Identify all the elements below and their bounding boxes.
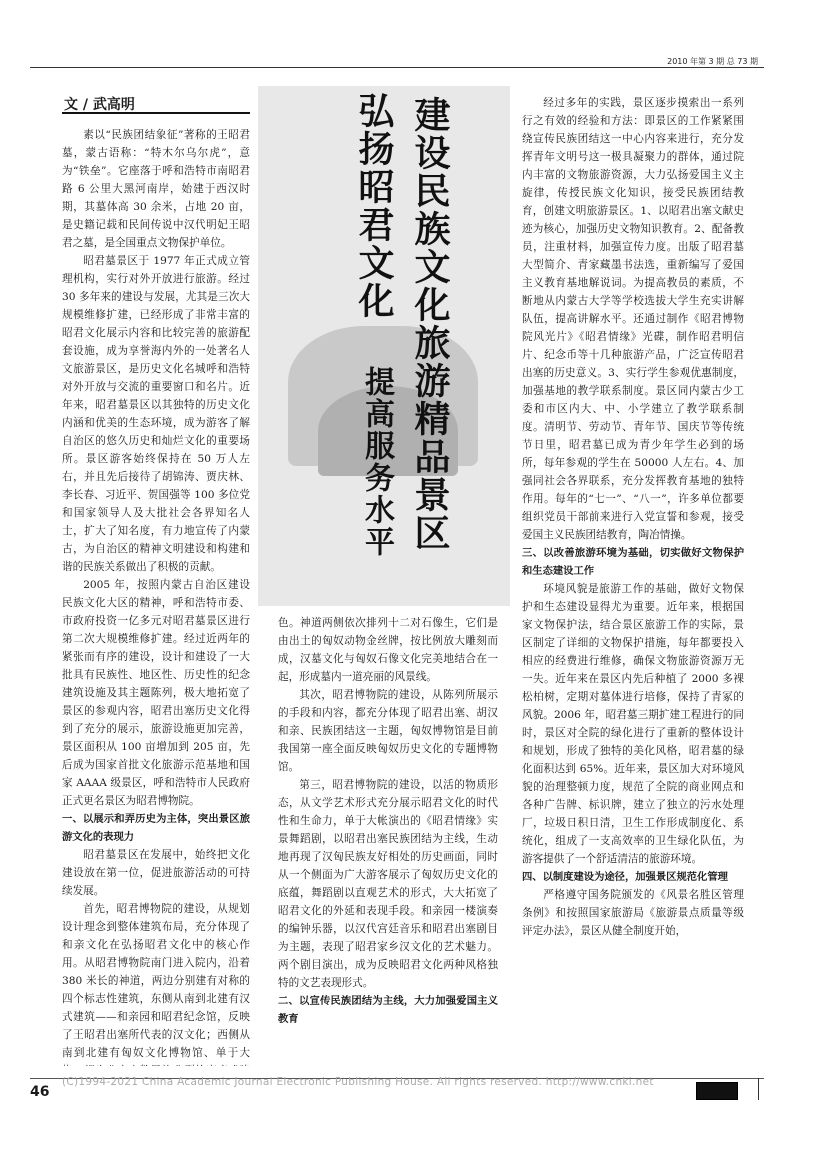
issue-info: 2010 年第 3 期 总 73 期 bbox=[667, 57, 758, 66]
paragraph: 经过多年的实践，景区逐步摸索出一系列行之有效的经验和方法：即景区的工作紧紧围绕宣传民族团结这一中心内容来进行，充分发挥青年文明号这一极具凝聚力的群体，通过院内丰富的文物旅游资源，大力弘扬爱国主义主旋律，传授民族文化知识，接受民族团结教育，创建文明旅游景区。1、以昭君出塞文献史迹为核心，加强历史文物知识教育。2、配备教员，注重材料，加强宣传力度。出版了昭君墓大型简介、青家藏墨书法选，重新编写了爱国主义教育基地解说词。为提高教员的素质，不断地从内蒙古大学等学校选拔大学生充实讲解队伍，提高讲解水平。还通过制作《昭君博物院风光片》《昭君情缘》光碟，制作昭君明信片、纪念币等十几种旅游产品，广泛宣传昭君出塞的历史意义。3、实行学生参观优惠制度，加强基地的教学联系制度。景区同内蒙古少工委和市区内大、中、小学建立了教学联系制度。清明节、劳动节、青年节、国庆节等传统节日里，昭君墓已成为青少年学生必到的场所，每年参观的学生在 50000 人左右。4、加强同社会各界联系，充分发挥教育基地的独特作用。每年的“七一”、“八一”，许多单位都要组织党员干部前来进行入党宣誓和参观，接受爱国主义民族团结教育，陶冶情操。 bbox=[522, 97, 744, 541]
section-heading: 四、以制度建设为途径，加强景区规范化管理 bbox=[522, 871, 728, 883]
page-number: 46 bbox=[30, 1084, 50, 1100]
paragraph: 严格遵守国务院颁发的《风景名胜区管理条例》和按照国家旅游局《旅游景点质量等级评定办法》，景区从健全制度开始， bbox=[522, 889, 744, 937]
paragraph: 昭君墓景区于 1977 年正式成立管理机构，实行对外开放进行旅游。经过 30 多年来的建设与发展，尤其是三次大规模维修扩建，已经形成了非常丰富的昭君文化展示内容和比较完善的旅游配套设施，成为享誉海内外的一处著名人文旅游景区，是历史文化名城呼和浩特对外开放与交流的重要窗口和名片。近年来，昭君墓景区以其独特的历史文化内涵和优美的生态环境，成为游客了解自治区的悠久历史和灿烂文化的重要场所。景区游客始终保持在 50 万人左右，并且先后接待了胡锦涛、贾庆林、李长春、习近平、贺国强等 100 多位党和国家领导人及大批社会各界知名人士，扩大了知名度，有力地宣传了内蒙古，为自治区的精神文明建设和构建和谐的民族关系做出了积极的贡献。 bbox=[62, 255, 250, 572]
title-line-1: 建设民族文化旅游精品景区 bbox=[409, 96, 450, 552]
paragraph: 色。神道两侧依次排列十二对石像生，它们是由出土的匈奴动物金丝牌，按比例放大雕刻而成，汉墓文化与匈奴石像文化完美地结合在一起，形成墓内一道亮丽的风景线。 bbox=[278, 617, 498, 683]
article-column-1 bbox=[62, 126, 250, 572]
paragraph: 第三，昭君博物院的建设，以活的物质形态，从文学艺术形式充分展示昭君文化的时代性和生命力，单于大帐演出的《昭君情缘》实景舞蹈剧，以昭君出塞民族团结为主线，生动地再现了汉匈民族友好相处的历史画面，同时从一个侧面为广大游客展示了匈奴历史文化的底蕴，舞蹈剧以直观艺术的形式，大大拓宽了昭君文化的外延和表现手段。和亲园一楼演奏的编钟乐器，以汉代宫廷音乐和昭君出塞剧目为主题，表现了昭君家乡汉文化的艺术魅力。两个剧目演出，成为反映昭君文化两种风格独特的文艺表现形式。 bbox=[278, 779, 498, 989]
copyright-watermark: (C)1994-2021 China Academic Journal Electronic Publishing House. All rights reserved. http://www.cnki.net bbox=[62, 1076, 654, 1088]
title-illustration bbox=[258, 86, 510, 606]
header-rule bbox=[30, 67, 764, 68]
paragraph: 首先，昭君博物院的建设，从规划设计理念到整体建筑布局，充分体现了和亲文化在弘扬昭君文化中的核心作用。从昭君博物院南门进入院内，沿着 380 米长的神道，两边分别建有对称的四个标志性建筑，东侧从南到北建有汉式建筑——和亲园和昭君纪念馆，反映了王昭君出塞所代表的汉文化；西侧从南到北建有匈奴文化博物馆、单于大 bbox=[62, 903, 250, 1059]
article-column-3 bbox=[522, 94, 744, 1066]
margin-mark bbox=[758, 1078, 759, 1100]
author-rule bbox=[62, 112, 250, 114]
paragraph: 其次，昭君博物院的建设，从陈列所展示的手段和内容，都充分体现了昭君出塞、胡汉和亲、民族团结这一主题，匈奴博物馆是目前我国第一座全面反映匈奴历史文化的专题博物馆。 bbox=[278, 689, 498, 773]
paragraph: 昭君墓景区在发展中，始终把文化建设放在第一位，促进旅游活动的可持续发展。 bbox=[62, 849, 250, 897]
article-column-2 bbox=[278, 614, 498, 1066]
title-line-2: 弘扬昭君文化 bbox=[353, 92, 394, 320]
author-byline: 文 / 武高明 bbox=[64, 97, 135, 113]
section-heading: 一、以展示和弄历史为主体，突出景区旅游文化的表现力 bbox=[62, 813, 250, 843]
paragraph: 素以“民族团结象征”著称的王昭君墓，蒙古语称：“特木尔乌尔虎”，意为“铁垒”。它座落于呼和浩特市南昭君路 6 公里大黑河南岸，始建于西汉时期，其墓体高 30 余米，占地 20 亩，是史籍记载和民间传说中汉代明妃王昭君之墓，是全国重点文物保护单位。 bbox=[62, 129, 250, 249]
section-heading: 三、以改善旅游环境为基础，切实做好文物保护和生态建设工作 bbox=[522, 547, 744, 577]
publisher-seal-icon bbox=[696, 1082, 738, 1100]
article-column-1-lower bbox=[62, 576, 250, 1066]
paragraph: 2005 年，按照内蒙古自治区建设民族文化大区的精神，呼和浩特市委、市政府投资一亿多元对昭君墓景区进行第二次大规模维修扩建。经过近两年的紧张而有序的建设，设计和建设了一大批具有民族性、地区性、历史性的纪念建筑设施及其主题陈列，极大地拓宽了景区的参观内容，昭君出塞历史文化得到了充分的展示，旅游设施更加完善，景区面积从 100 亩增加到 205 亩，先后成为国家首批文化旅游示范基地和国家 AAAA 级景区，呼和浩特市人民政府正式更名景区为昭君博物院。 bbox=[62, 579, 250, 807]
section-heading: 二、以宣传民族团结为主线，大力加强爱国主义教育 bbox=[278, 995, 498, 1025]
paragraph: 环境风貌是旅游工作的基础，做好文物保护和生态建设显得尤为重要。近年来，根据国家文物保护法，结合景区旅游工作的实际，景区制定了详细的文物保护措施，每年都要投入相应的经费进行维修，确保文物旅游资源万无一失。近年来在景区内先后种植了 2000 多裸松柏树，定期对墓体进行培修，保持了青冢的风貌。2006 年，昭君墓三期扩建工程进行的同时，景区对全院的绿化进行了重新的整体设计和规划，形成了独特的美化风格，昭君墓的绿化面积达到 65%。近年来，景区加大对环境风貌的治理整顿力度，规范了全院的商业网点和各种广告牌、标识牌，建立了独立的污水处理厂，垃圾日积日清，卫生工作形成制度化、系统化，组成了一支高效率的卫生绿化队伍，为游客提供了一个舒适清洁的旅游环境。 bbox=[522, 583, 744, 865]
title-line-3: 提高服务水平 bbox=[359, 366, 394, 558]
